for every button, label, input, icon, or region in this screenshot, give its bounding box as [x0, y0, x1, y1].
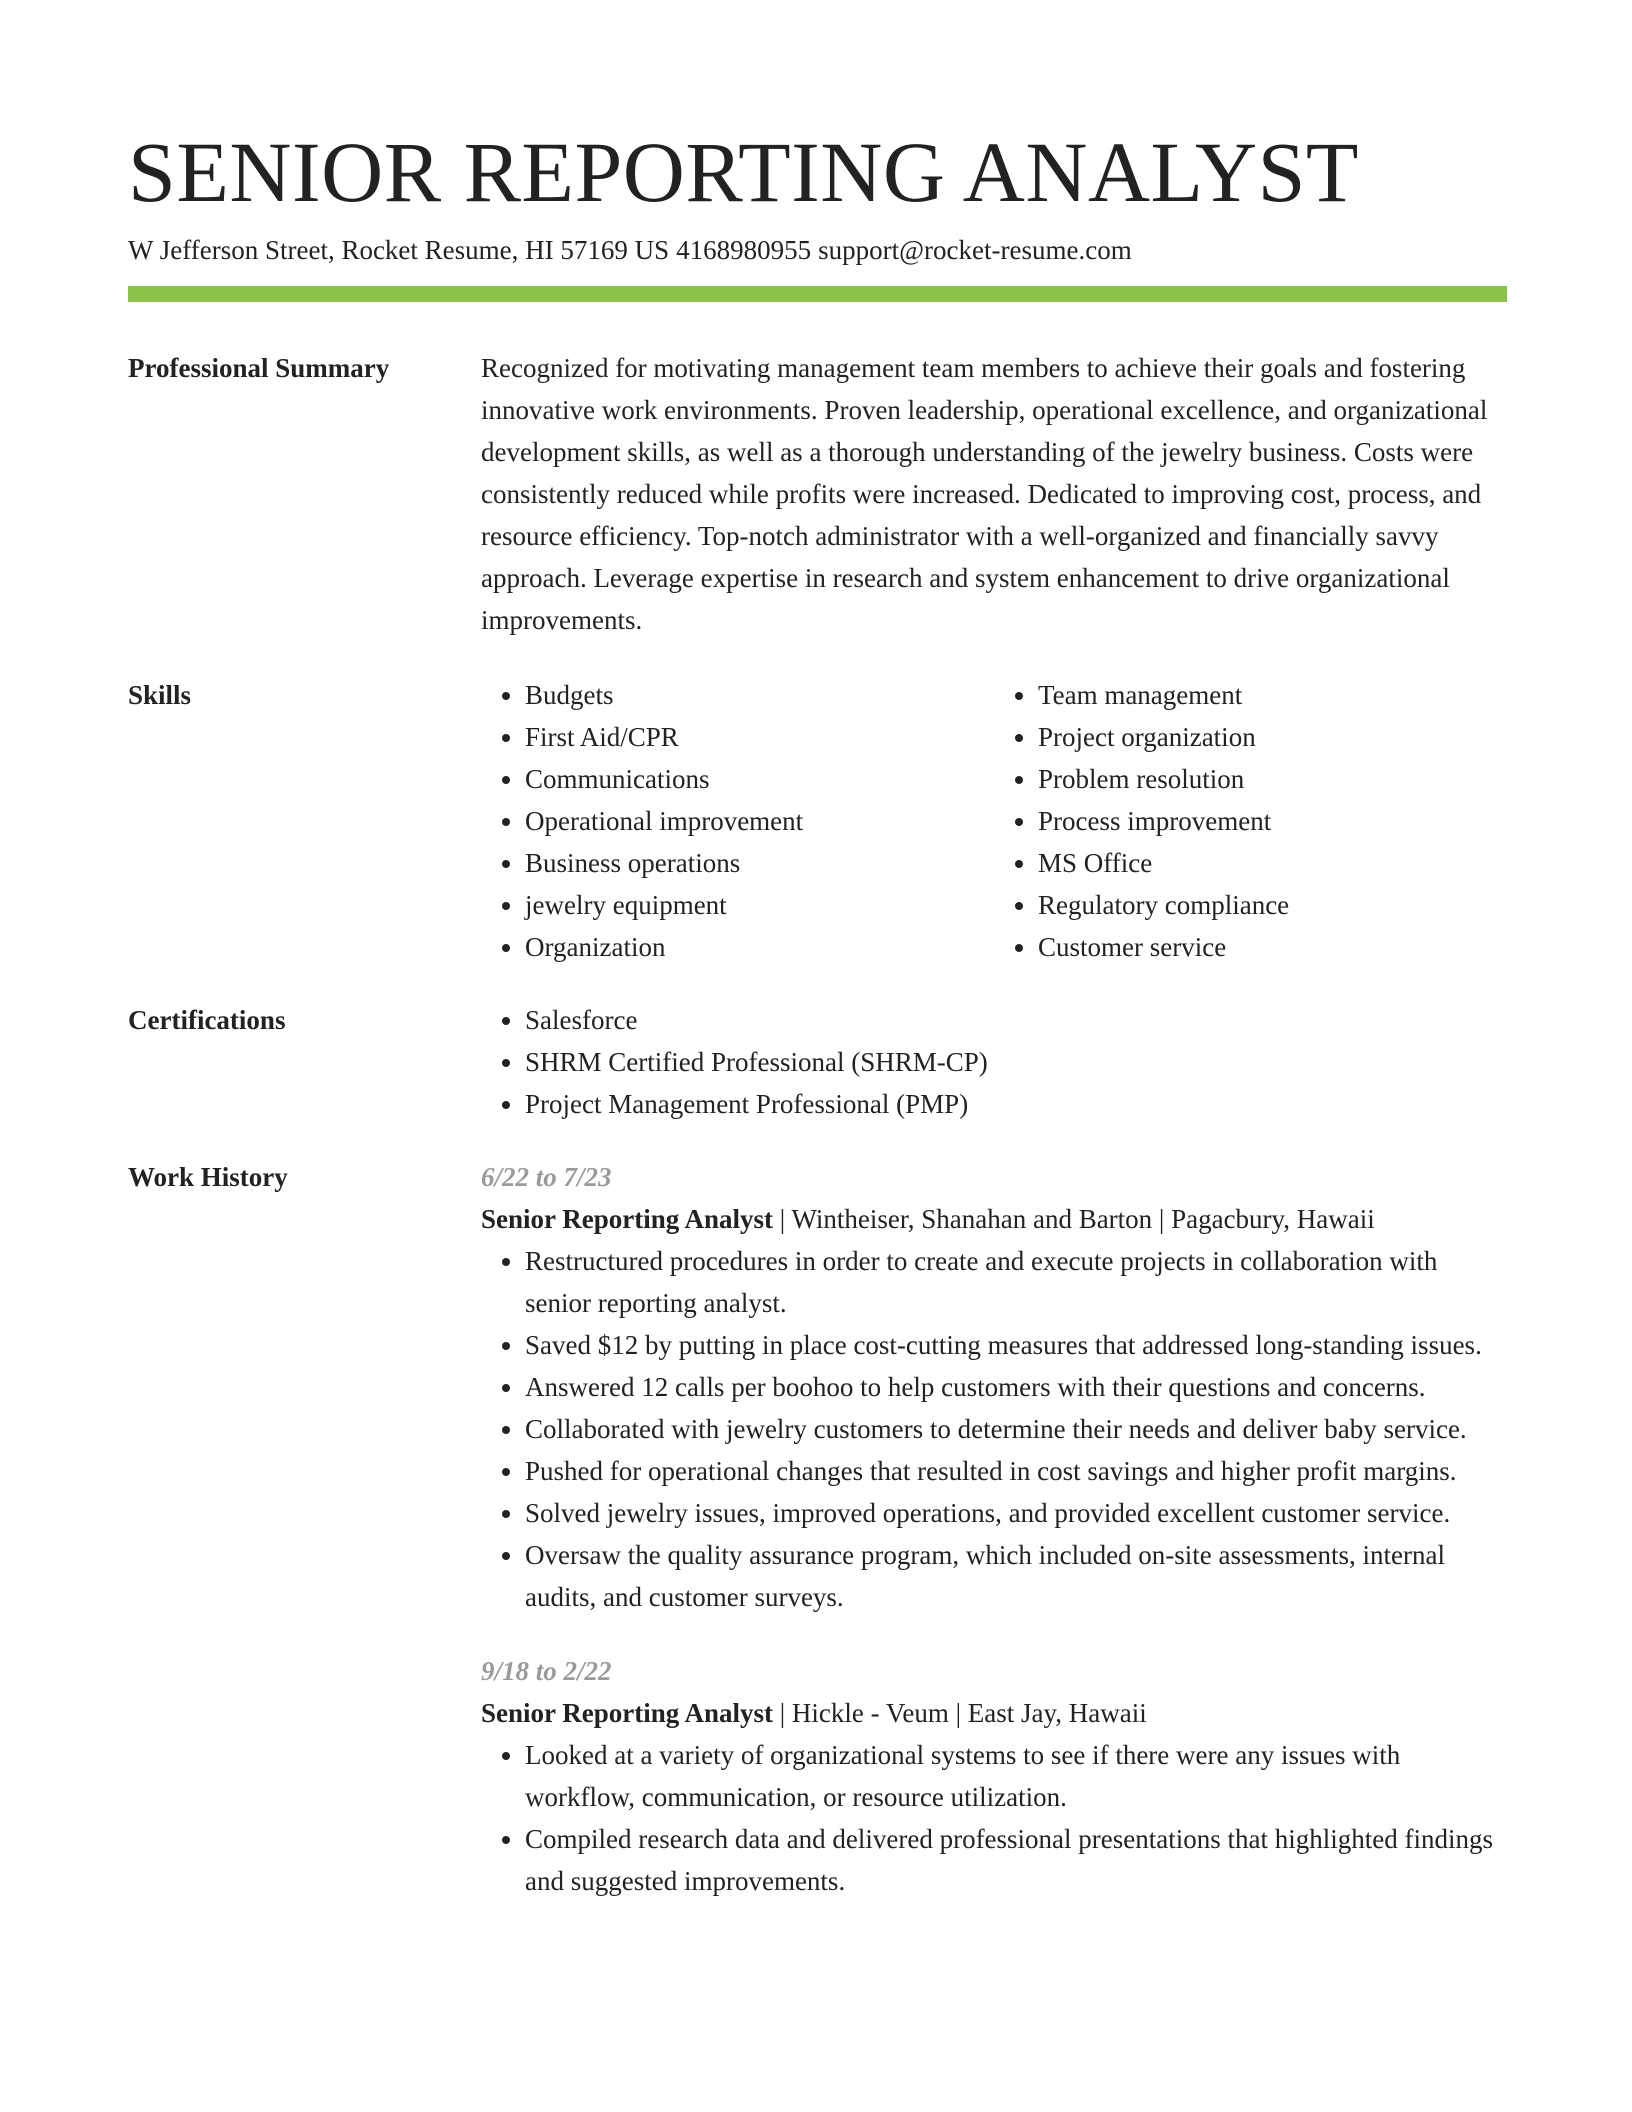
job-bullet: • Compiled research data and delivered professional presentations that highlighted findings and suggested improvements. [525, 1818, 1507, 1902]
job-employer-location: | Wintheiser, Shanahan and Barton | Pagacbury, Hawaii [773, 1204, 1375, 1234]
job-bullet: • Restructured procedures in order to create and execute projects in collaboration with senior reporting analyst. [525, 1240, 1507, 1324]
job-bullet: • Looked at a variety of organizational systems to see if there were any issues with workflow, communication, or resource utilization. [525, 1734, 1507, 1818]
job-employer-location: | Hickle - Veum | East Jay, Hawaii [773, 1698, 1147, 1728]
skills-list-left [481, 674, 994, 968]
resume-name: SENIOR REPORTING ANALYST [128, 124, 1359, 220]
certification-item: • Salesforce [525, 999, 1507, 1041]
skill-item: • jewelry equipment [525, 884, 994, 926]
header-divider [128, 286, 1507, 302]
skill-item: • Team management [1038, 674, 1507, 716]
contact-line [128, 230, 1132, 270]
summary-text: Recognized for motivating management team members to achieve their goals and fostering innovative work environments. Proven leadership, operational excellence, and organizational development skills, as well as a thorough understanding of the jewelry business. Costs were consistently reduced while profits were increased. Dedicated to improving cost, process, and resource efficiency. Top-notch administrator with a well-organized and financially savvy approach. Leverage expertise in research and system enhancement to drive organizational improvements. [481, 353, 1488, 635]
job-title: Senior Reporting Analyst [481, 1204, 774, 1234]
job-entry [481, 1650, 1507, 1902]
job-bullets [481, 1734, 1507, 1902]
skill-item: • MS Office [1038, 842, 1507, 884]
job-heading [481, 1198, 1507, 1240]
certifications-body [481, 999, 1507, 1125]
job-title: Senior Reporting Analyst [481, 1698, 774, 1728]
skill-item: • Regulatory compliance [1038, 884, 1507, 926]
skill-item: • Business operations [525, 842, 994, 884]
job-bullet: • Pushed for operational changes that resulted in cost savings and higher profit margins. [525, 1450, 1507, 1492]
skill-item: • Process improvement [1038, 800, 1507, 842]
certification-item: • SHRM Certified Professional (SHRM-CP) [525, 1041, 1507, 1083]
certification-item: • Project Management Professional (PMP) [525, 1083, 1507, 1125]
skill-item: • Customer service [1038, 926, 1507, 968]
skill-item: • Problem resolution [1038, 758, 1507, 800]
job-bullet: • Answered 12 calls per boohoo to help customers with their questions and concerns. [525, 1366, 1507, 1408]
job-entry [481, 1156, 1507, 1618]
job-bullet: • Collaborated with jewelry customers to determine their needs and deliver baby service. [525, 1408, 1507, 1450]
skill-item: • Organization [525, 926, 994, 968]
summary-body [481, 347, 1507, 641]
job-bullet: • Oversaw the quality assurance program, which included on-site assessments, internal audits, and customer surveys. [525, 1534, 1507, 1618]
summary-heading: Professional Summary [128, 353, 390, 383]
job-dates: 9/18 to 2/22 [481, 1656, 612, 1686]
skill-item: • First Aid/CPR [525, 716, 994, 758]
certifications-heading: Certifications [128, 1005, 286, 1035]
skills-body [481, 674, 1507, 968]
skill-item: • Project organization [1038, 716, 1507, 758]
skill-item: • Budgets [525, 674, 994, 716]
skills-heading: Skills [128, 680, 192, 710]
job-dates: 6/22 to 7/23 [481, 1162, 612, 1192]
skills-list-right [994, 674, 1507, 968]
job-bullet: • Saved $12 by putting in place cost-cutting measures that addressed long-standing issues. [525, 1324, 1507, 1366]
job-bullets [481, 1240, 1507, 1618]
skill-item: • Operational improvement [525, 800, 994, 842]
certifications-list [481, 999, 1507, 1125]
contact-email: support@rocket-resume.com [818, 235, 1132, 265]
skill-item: • Communications [525, 758, 994, 800]
job-heading [481, 1692, 1507, 1734]
contact-address: W Jefferson Street, Rocket Resume, HI 57169 US [128, 235, 670, 265]
job-bullet: • Solved jewelry issues, improved operations, and provided excellent customer service. [525, 1492, 1507, 1534]
work-history-body [481, 1156, 1507, 1902]
skills-columns [481, 674, 1507, 968]
work-history-heading: Work History [128, 1162, 288, 1192]
contact-phone: 4168980955 [676, 235, 812, 265]
